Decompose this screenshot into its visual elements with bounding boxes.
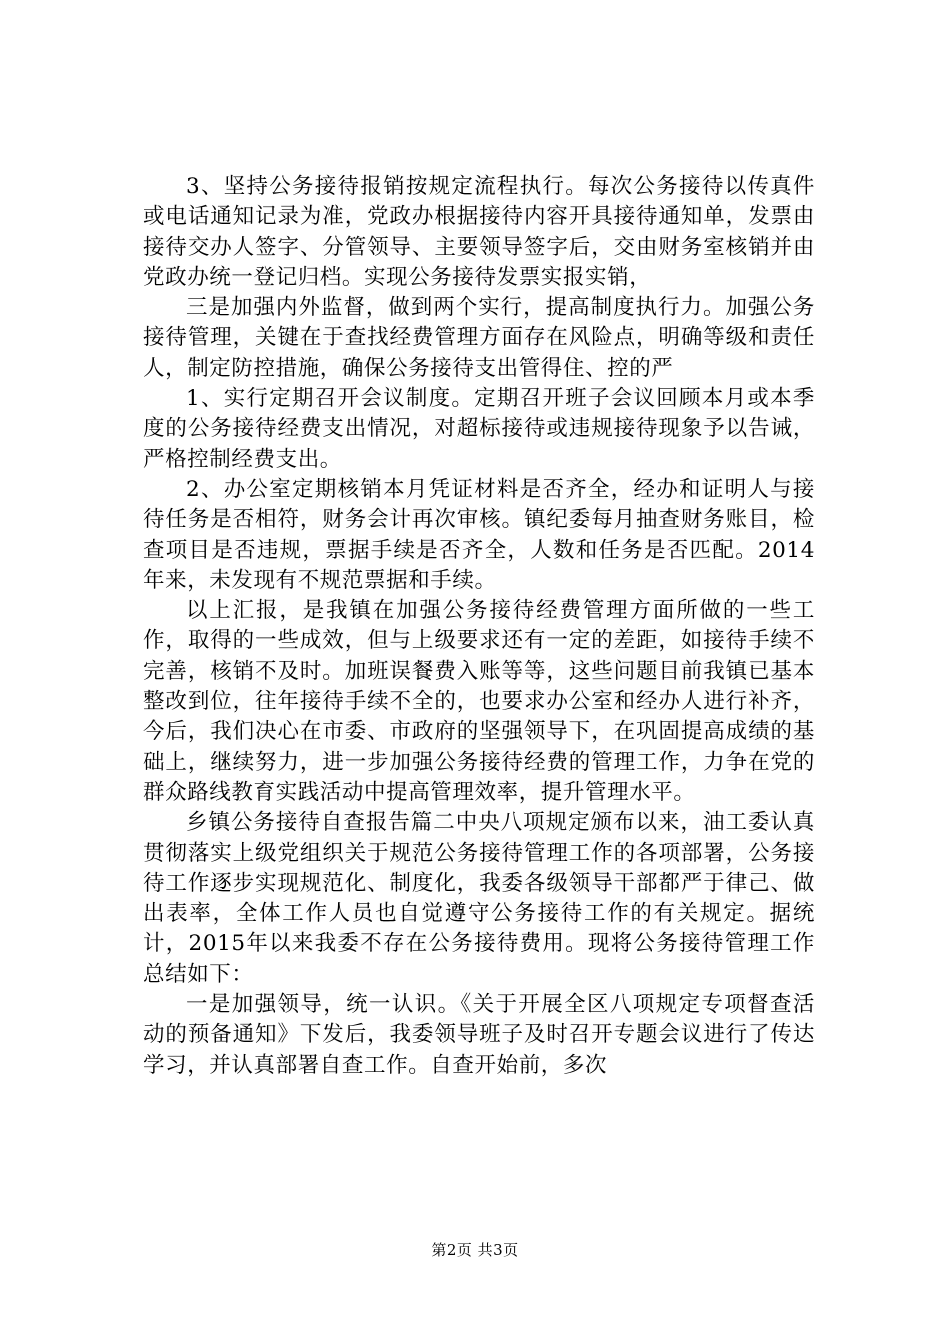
paragraph-summary: 以上汇报，是我镇在加强公务接待经费管理方面所做的一些工作，取得的一些成效，但与上级要求还有一定的差距，如接待手续不完善，核销不及时。加班误餐费入账等等，这些问题目前我镇已基本整改到位，往年接待手续不全的，也要求办公室和经办人进行补齐，今后，我们决心在市委、市政府的坚强领导下，在巩固提高成绩的基础上，继续努力，进一步加强公务接待经费的管理工作，力争在党的群众路线教育实践活动中提高管理效率，提升管理水平。 bbox=[143, 598, 815, 805]
paragraph-regular-meetings: 1、实行定期召开会议制度。定期召开班子会议回顾本月或本季度的公务接待经费支出情况，对超标接待或违规接待现象予以告诫，严格控制经费支出。 bbox=[143, 386, 815, 472]
paragraph-voucher-audit: 2、办公室定期核销本月凭证材料是否齐全，经办和证明人与接待任务是否相符，财务会计再次审核。镇纪委每月抽查财务账目，检查项目是否违规，票据手续是否齐全，人数和任务是否匹配。2014年来，未发现有不规范票据和手续。 bbox=[143, 476, 815, 593]
paragraph-report-two-intro: 乡镇公务接待自查报告篇二中央八项规定颁布以来，油工委认真贯彻落实上级党组织关于规范公务接待管理工作的各项部署，公务接待工作逐步实现规范化、制度化，我委各级领导干部都严于律己、做出表率，全体工作人员也自觉遵守公务接待工作的有关规定。据统计，2015年以来我委不存在公务接待费用。现将公务接待管理工作总结如下： bbox=[143, 810, 815, 987]
paragraph-reimbursement-process: 3、坚持公务接待报销按规定流程执行。每次公务接待以传真件或电话通知记录为准，党政办根据接待内容开具接待通知单，发票由接待交办人签字、分管领导、主要领导签字后，交由财务室核销并由党政办统一登记归档。实现公务接待发票实报实销， bbox=[143, 174, 815, 290]
page-number-footer: 第2页 共3页 bbox=[431, 1241, 519, 1259]
document-body bbox=[143, 172, 815, 1081]
paragraph-supervision: 三是加强内外监督，做到两个实行，提高制度执行力。加强公务接待管理，关键在于查找经费管理方面存在风险点，明确等级和责任人，制定防控措施，确保公务接待支出管得住、控的严 bbox=[143, 295, 815, 381]
paragraph-strengthen-leadership: 一是加强领导，统一认识。《关于开展全区八项规定专项督查活动的预备通知》下发后，我委领导班子及时召开专题会议进行了传达学习，并认真部署自查工作。自查开始前，多次 bbox=[143, 992, 815, 1078]
